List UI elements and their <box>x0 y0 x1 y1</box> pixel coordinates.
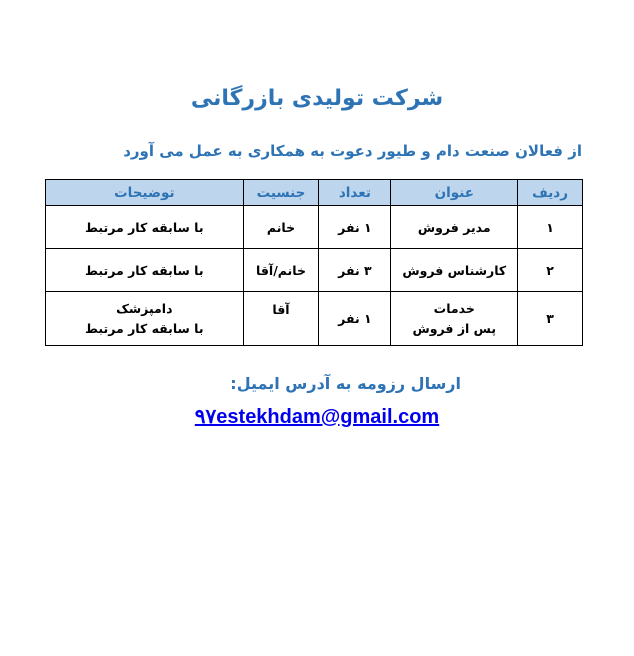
gender-cell: آقا <box>243 292 319 346</box>
gender-cell: خانم <box>243 206 319 249</box>
email-link[interactable]: ۹۷estekhdam@gmail.com <box>194 406 440 428</box>
count-cell: ۱ نفر <box>319 206 391 249</box>
description-line2: با سابقه کار مرتبط <box>85 320 204 336</box>
description-cell <box>46 292 244 346</box>
count-cell: ۱ نفر <box>319 292 391 346</box>
description-line1: دامپزشک <box>116 300 173 316</box>
position-title-cell: مدیر فروش <box>391 206 518 249</box>
table-row <box>46 249 583 292</box>
count-cell: ۳ نفر <box>319 249 391 292</box>
row-number-cell: ۲ <box>518 249 583 292</box>
gender-cell: خانم/آقا <box>243 249 319 292</box>
header-count: تعداد <box>319 180 391 206</box>
position-title-cell <box>391 292 518 346</box>
table-row <box>46 292 583 346</box>
table-row <box>46 206 583 249</box>
table-header-row <box>46 180 583 206</box>
position-title-cell: کارشناس فروش <box>391 249 518 292</box>
invitation-subtitle: از فعالان صنعت دام و طیور دعوت به همکاری به عمل می آورد <box>123 142 582 160</box>
row-number-cell: ۱ <box>518 206 583 249</box>
send-resume-label: ارسال رزومه به آدرس ایمیل: <box>230 374 461 393</box>
row-number-cell: ۳ <box>518 292 583 346</box>
description-cell: با سابقه کار مرتبط <box>46 206 244 249</box>
job-positions-table <box>45 179 583 346</box>
header-row-number: ردیف <box>518 180 583 206</box>
company-title: شرکت تولیدی بازرگانی <box>190 86 444 111</box>
header-title: عنوان <box>391 180 518 206</box>
position-title-line1: خدمات <box>433 300 475 316</box>
description-cell: با سابقه کار مرتبط <box>46 249 244 292</box>
position-title-line2: پس از فروش <box>412 320 497 336</box>
header-description: توضیحات <box>46 180 244 206</box>
header-gender: جنسیت <box>243 180 319 206</box>
